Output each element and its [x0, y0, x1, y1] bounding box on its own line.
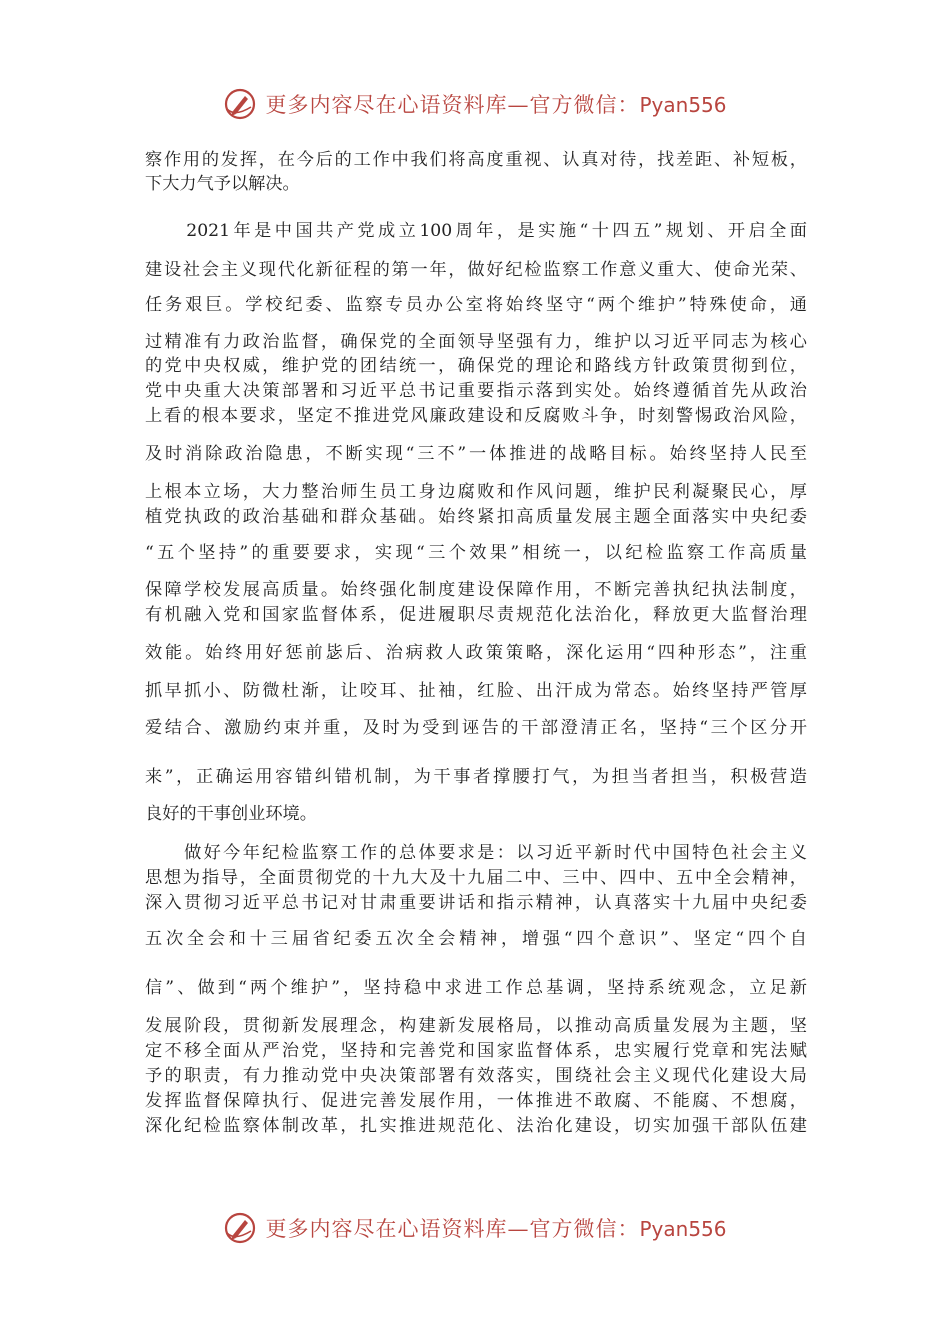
watermark-text: [265, 1213, 726, 1243]
wechat-handle: Pyan556: [639, 1217, 727, 1241]
text-line: 做好今年纪检监察工作的总体要求是：以习近平新时代中国特色社会主义: [145, 843, 807, 863]
text-line: 2021年是中国共产党成立100周年，是实施“十四五”规划、开启全面: [145, 221, 807, 241]
text-line: 下大力气予以解决。: [145, 174, 300, 194]
text-line: 党中央重大决策部署和习近平总书记重要指示落到实处。始终遵循首先从政治: [145, 381, 807, 401]
text-line: “五个坚持”的重要要求，实现“三个效果”相统一，以纪检监察工作高质量: [145, 543, 807, 563]
pen-logo-icon: [223, 1211, 257, 1245]
text-line: 保障学校发展高质量。始终强化制度建设保障作用，不断完善执纪执法制度，: [145, 580, 807, 600]
wechat-handle: Pyan556: [639, 93, 727, 117]
text-line: 过精准有力政治监督，确保党的全面领导坚强有力，维护以习近平同志为核心: [145, 332, 807, 352]
text-line: 思想为指导，全面贯彻党的十九大及十九届二中、三中、四中、五中全会精神，: [145, 868, 807, 888]
text-line: 来”，正确运用容错纠错机制，为干事者撑腰打气，为担当者担当，积极营造: [145, 767, 807, 787]
watermark-label: 更多内容尽在心语资料库—官方微信：: [265, 1217, 640, 1241]
text-line: 定不移全面从严治党，坚持和完善党和国家监督体系，忠实履行党章和宪法赋: [145, 1041, 807, 1061]
text-line: 良好的干事创业环境。: [145, 804, 317, 824]
text-line: 发挥监督保障执行、促进完善发展作用，一体推进不敢腐、不能腐、不想腐，: [145, 1091, 807, 1111]
text-line: 的党中央权威，维护党的团结统一，确保党的理论和路线方针政策贯彻到位，: [145, 356, 807, 376]
text-line: 效能。始终用好惩前毖后、治病救人政策策略，深化运用“四种形态”，注重: [145, 643, 807, 663]
text-line: 深入贯彻习近平总书记对甘肃重要讲话和指示精神，认真落实十九届中央纪委: [145, 893, 807, 913]
text-line: 深化纪检监察体制改革，扎实推进规范化、法治化建设，切实加强干部队伍建: [145, 1116, 807, 1136]
text-line: 爱结合、激励约束并重，及时为受到诬告的干部澄清正名，坚持“三个区分开: [145, 718, 807, 738]
footer-watermark-banner: [0, 1208, 950, 1248]
watermark-label: 更多内容尽在心语资料库—官方微信：: [265, 93, 640, 117]
text-line: 植党执政的政治基础和群众基础。始终紧扣高质量发展主题全面落实中央纪委: [145, 507, 807, 527]
text-line: 察作用的发挥，在今后的工作中我们将高度重视、认真对待，找差距、补短板，: [145, 150, 807, 170]
text-line: 五次全会和十三届省纪委五次全会精神，增强“四个意识”、坚定“四个自: [145, 929, 807, 949]
text-line: 上看的根本要求，坚定不推进党风廉政建设和反腐败斗争，时刻警惕政治风险，: [145, 406, 807, 426]
text-line: 及时消除政治隐患，不断实现“三不”一体推进的战略目标。始终坚持人民至: [145, 444, 807, 464]
text-line: 有机融入党和国家监督体系，促进履职尽责规范化法治化，释放更大监督治理: [145, 605, 807, 625]
text-line: 予的职责，有力推动党中央决策部署有效落实，围绕社会主义现代化建设大局: [145, 1066, 807, 1086]
text-line: 任务艰巨。学校纪委、监察专员办公室将始终坚守“两个维护”特殊使命，通: [145, 295, 807, 315]
text-line: 抓早抓小、防微杜渐，让咬耳、扯袖，红脸、出汗成为常态。始终坚持严管厚: [145, 681, 807, 701]
text-line: 发展阶段，贯彻新发展理念，构建新发展格局，以推动高质量发展为主题，坚: [145, 1016, 807, 1036]
text-line: 上根本立场，大力整治师生员工身边腐败和作风问题，维护民利凝聚民心，厚: [145, 482, 807, 502]
text-line: 信”、做到“两个维护”，坚持稳中求进工作总基调，坚持系统观念，立足新: [145, 978, 807, 998]
text-line: 建设社会主义现代化新征程的第一年，做好纪检监察工作意义重大、使命光荣、: [145, 260, 807, 280]
